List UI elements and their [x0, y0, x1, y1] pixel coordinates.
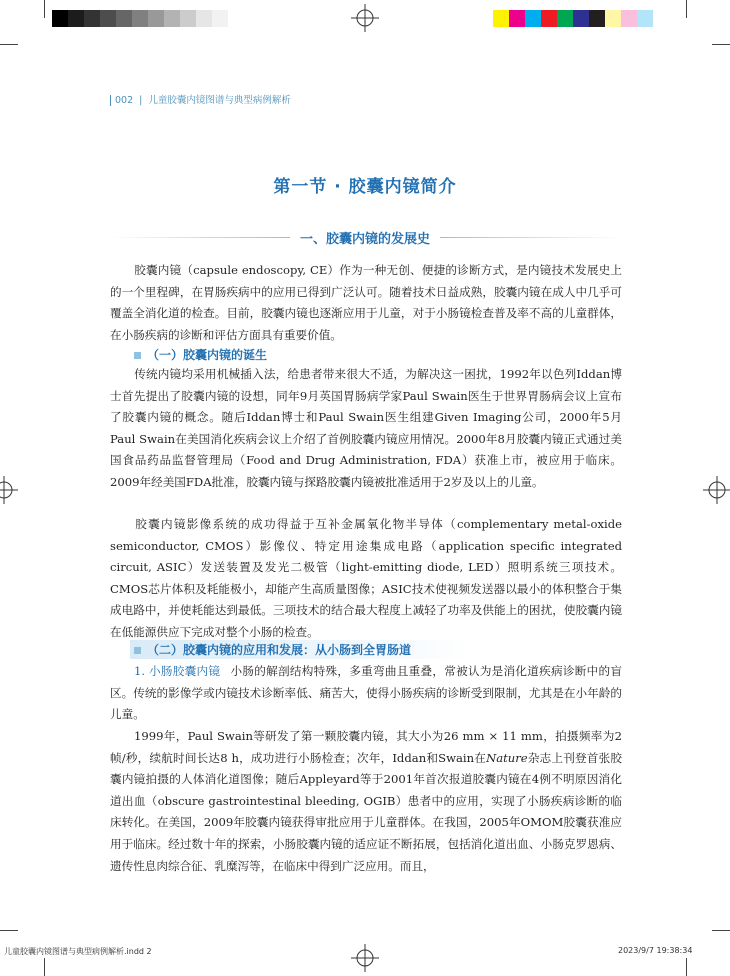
subsection-title: 一、胶囊内镜的发展史: [299, 232, 430, 247]
heading-birth-of-capsule-endoscopy: （一）胶囊内镜的诞生: [134, 346, 267, 363]
page-number: 002: [115, 95, 134, 106]
registration-mark-top: [351, 4, 379, 32]
section-title: 第一节 · 胶囊内镜简介: [273, 177, 457, 197]
heading-application-and-development: （二）胶囊内镜的应用和发展：从小肠到全胃肠道: [130, 640, 471, 659]
journal-name: Nature: [486, 750, 528, 765]
paragraph-imaging-technology: 胶囊内镜影像系统的成功得益于互补金属氧化物半导体（complementary metal-oxide semiconductor, CMOS）影像仪、特定用途集成电路（application specific integrated circuit, ASIC）发送装置及发光二极管（light-emitting diode, LED）照明系统三项技术。CMOS芯片体积及耗能极小，却能产生高质量图像；ASIC技术使视频发送器以最小的体积整合于集成电路中，并使耗能达到最低。三项技术的结合最大程度上减轻了功率及供能上的困扰，使胶囊内镜在低能源供应下完成对整个小肠的检查。: [110, 517, 622, 639]
subhead-rule-right: [440, 237, 622, 238]
bullet-square-icon: [134, 647, 141, 654]
running-head: [110, 92, 291, 106]
registration-mark-left: [0, 476, 18, 504]
footer-file-name: 儿童胶囊内镜图谱与典型病例解析.indd 2: [4, 947, 152, 956]
grayscale-calibration-bar: [52, 10, 228, 27]
running-head-divider: |: [139, 95, 143, 106]
intro-paragraph: 胶囊内镜（capsule endoscopy, CE）作为一种无创、便捷的诊断方式，是内镜技术发展史上的一个里程碑，在胃肠疾病中的应用已得到广泛认可。随着技术日益成熟，胶囊内镜在成人中几乎可覆盖全消化道的检查。目前，胶囊内镜也逐渐应用于儿童，对于小肠镜检查普及率不高的儿童群体，在小肠疾病的诊断和评估方面具有重要价值。: [110, 263, 622, 342]
bullet-square-icon: [134, 352, 141, 359]
paragraph-small-bowel-capsule: 1. 小肠胶囊内镜 小肠的解剖结构特殊，多重弯曲且重叠，常被认为是消化道疾病诊断中的盲区。传统的影像学或内镜技术诊断率低、痛苦大，使得小肠疾病的诊断受到限制，尤其是在小年龄的儿童。: [110, 664, 622, 722]
paragraph-development-timeline: 1999年，Paul Swain等研发了第一颗胶囊内镜，其大小为26 mm × 11 mm，拍摄频率为2帧/秒，续航时间长达8 h，成功进行小肠检查；次年，Iddan和Swain在Nature杂志上刊登首张胶囊内镜拍摄的人体消化道图像；随后Appleyard等于2001年首次报道胶囊内镜在4例不明原因消化道出血（obscure gastrointestinal bleeding, OGIB）患者中的应用，实现了小肠疾病诊断的临床转化。在美国，2009年胶囊内镜获得审批应用于儿童群体。在我国，2005年OMOM胶囊获准应用于临床。经过数十年的探索，小肠胶囊内镜的适应证不断拓展，包括消化道出血、小肠克罗恩病、遗传性息肉综合征、乳糜泻等，在临床中得到广泛应用。而且，: [110, 729, 622, 873]
small-bowel-capsule-label: 1. 小肠胶囊内镜: [134, 664, 221, 678]
color-calibration-bar: [493, 10, 653, 27]
registration-mark-right: [703, 476, 730, 504]
footer-timestamp: 2023/9/7 19:38:34: [618, 946, 693, 955]
paragraph-history: 传统内镜均采用机械插入法，给患者带来很大不适，为解决这一困扰，1992年以色列Iddan博士首先提出了胶囊内镜的设想，同年9月英国胃肠病学家Paul Swain医生于世界胃肠病会议上宣布了胶囊内镜的概念。随后Iddan博士和Paul Swain医生组建Given Imaging公司，2000年5月Paul Swain在美国消化疾病会议上介绍了首例胶囊内镜应用情况。2000年8月胶囊内镜正式通过美国食品药品监督管理局（Food and Drug Administration, FDA）获准上市，被应用于临床。2009年经美国FDA批准，胶囊内镜与探路胶囊内镜被批准适用于2岁及以上的儿童。: [110, 367, 622, 489]
book-title: 儿童胶囊内镜图谱与典型病例解析: [148, 95, 291, 106]
registration-mark-bottom: [351, 944, 379, 972]
